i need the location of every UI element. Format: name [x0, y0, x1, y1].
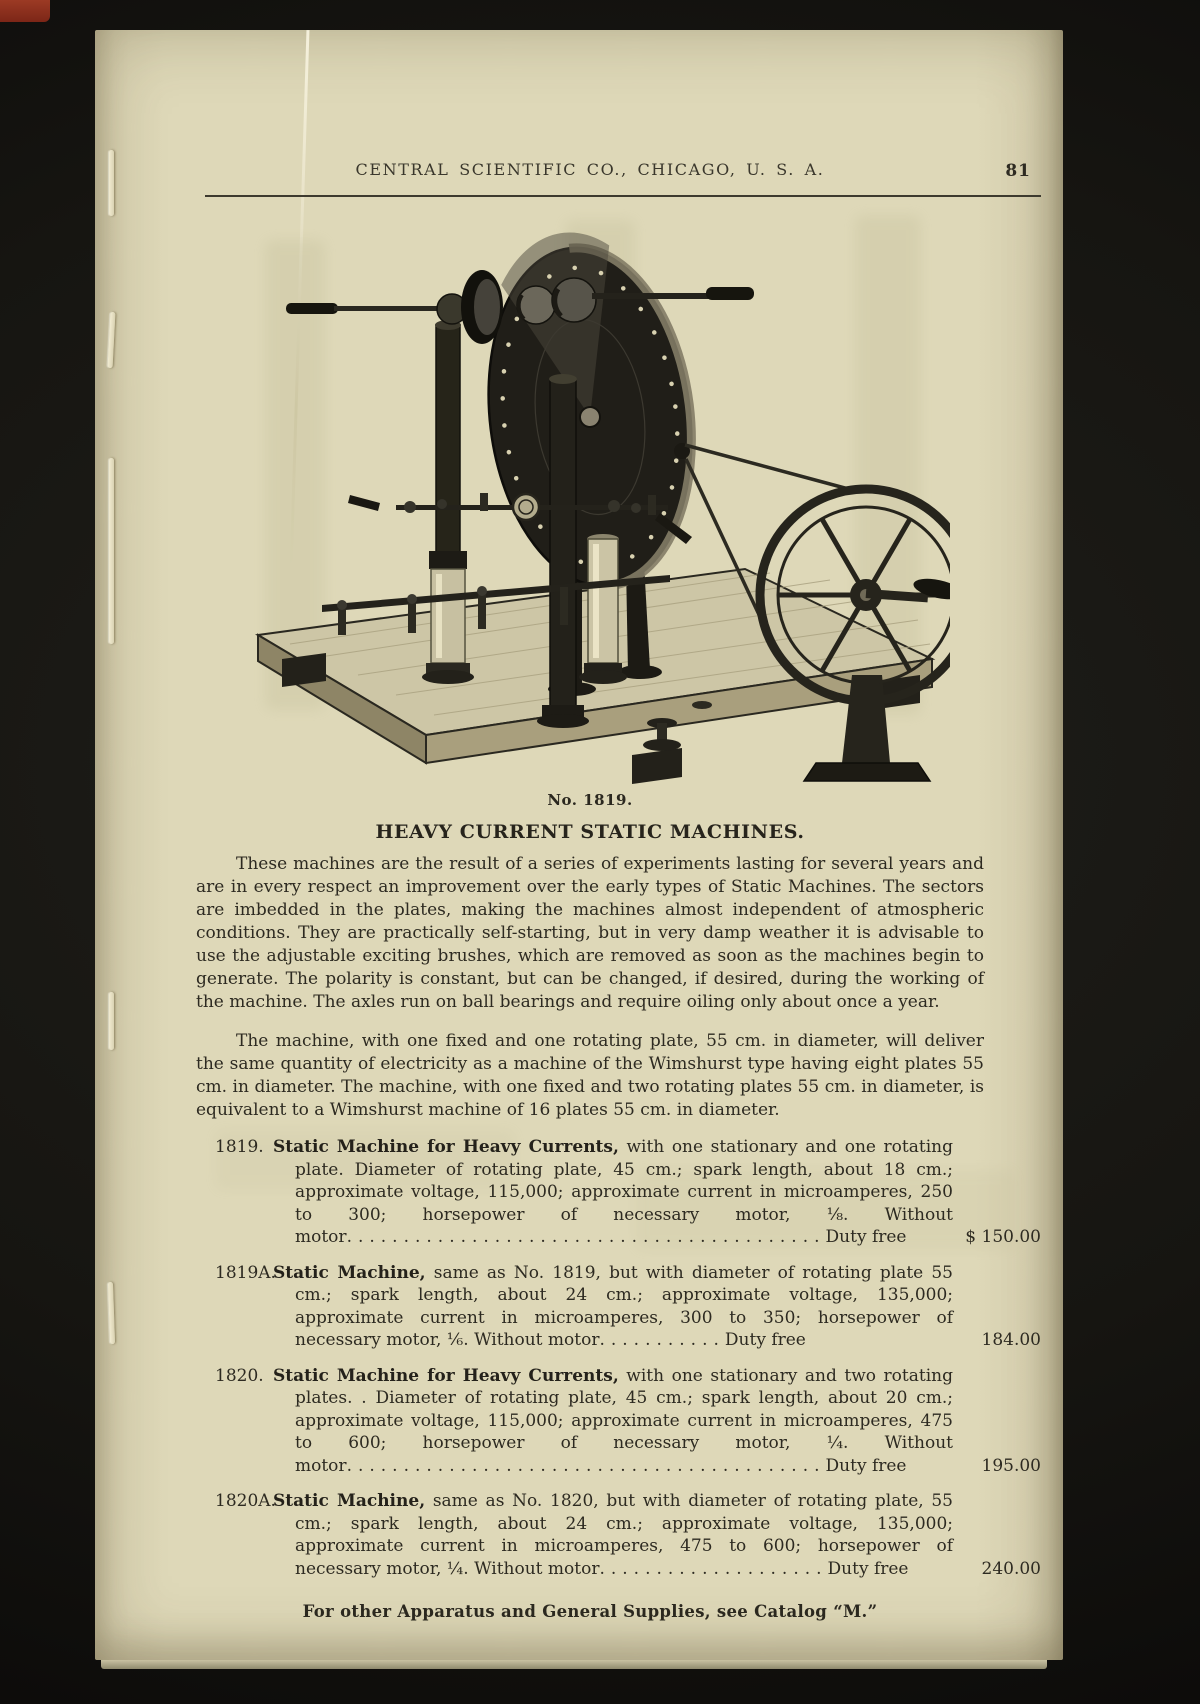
footer-note: For other Apparatus and General Supplies, see Catalog “M.”: [302, 1602, 878, 1621]
paragraph-2-text: The machine, with one fixed and one rotating plate, 55 cm. in diameter, will deliver the same quantity of electricity as a machine of the Wimshurst type having eight plates 55 cm. in diameter. The machine, with one fixed and two rotating plates 55 cm. in diameter, is equivalent to a Wimshurst machine of 16 plates 55 cm. in diameter.: [196, 1031, 984, 1120]
catalog-item-1820: [215, 1365, 1041, 1478]
paragraph-2: [196, 1030, 984, 1122]
figure: [196, 207, 984, 809]
page-stack-edge: [101, 1660, 1047, 1669]
item-number: 1820A.: [215, 1491, 276, 1511]
dot-leader: ...........: [599, 1330, 725, 1350]
page-number: 81: [1005, 161, 1031, 181]
left-discharge-electrode: [286, 270, 503, 344]
static-machine-illustration: [230, 207, 950, 787]
catalog-item-1819: [215, 1136, 1041, 1249]
section-heading: HEAVY CURRENT STATIC MACHINES.: [375, 821, 805, 843]
company-title: CENTRAL SCIENTIFIC CO., CHICAGO, U. S. A.: [355, 160, 825, 179]
duty-label: Duty free: [825, 1227, 907, 1247]
duty-label: Duty free: [827, 1558, 909, 1579]
item-title: Static Machine,: [273, 1491, 426, 1511]
catalog-item-1819A: [215, 1262, 1041, 1352]
catalog-page: [95, 30, 1063, 1660]
item-number: 1819.: [215, 1137, 264, 1157]
dot-leader: ..........................................: [346, 1455, 826, 1476]
dot-leader: ..........................................: [346, 1227, 826, 1247]
item-price: 184.00: [981, 1330, 1041, 1350]
catalog-item-1820A: [215, 1490, 1041, 1580]
duty-label: Duty free: [825, 1455, 907, 1476]
item-number: 1820.: [215, 1365, 264, 1386]
red-tape-corner: [0, 0, 50, 22]
dot-leader: ....................: [599, 1558, 828, 1579]
figure-caption: No. 1819.: [547, 791, 633, 809]
header-rule: [205, 195, 1041, 197]
item-desc-text: with one stationary and two rotating plates. . Diameter of rotating plate, 45 cm.; spark length, about 20 cm.; approximate voltage, 115,000; approximate current in microamperes, 475 to 600; horsepower of necessary motor, ¼. Without motor: [295, 1365, 953, 1476]
page-content: [95, 30, 1063, 1660]
page-header: [196, 160, 1031, 182]
duty-label: Duty free: [724, 1330, 806, 1350]
item-desc-text: with one stationary and one rotating plate. Diameter of rotating plate, 45 cm.; spark length, about 18 cm.; approximate voltage, 115,000; approximate current in microamperes, 250 to 300; horsepower of necessary motor, ⅛. Without motor: [295, 1137, 953, 1247]
item-description: [273, 1365, 953, 1478]
item-desc-text: same as No. 1820, but with diameter of rotating plate, 55 cm.; spark length, about 24 cm.; approximate voltage, 135,000; approximate current in microamperes, 475 to 600; horsepower of necessary motor, ¼. Without motor: [295, 1491, 953, 1579]
item-title: Static Machine,: [273, 1262, 426, 1283]
item-price: 240.00: [981, 1558, 1041, 1579]
item-price: $ 150.00: [965, 1227, 1041, 1247]
paragraph-1-text: These machines are the result of a series of experiments lasting for several years and are in every respect an improvement over the early types of Static Machines. The sectors are imbedded in the plates, making the machines almost independent of atmospheric conditions. They are practically self-starting, but in very damp weather it is advisable to use the adjustable exciting brushes, which are removed as soon as the machines begin to generate. The polarity is constant, but can be changed, if desired, during the working of the machine. The axles run on ball bearings and require oiling only about once a year.: [196, 854, 984, 1012]
item-title: Static Machine for Heavy Currents,: [273, 1137, 619, 1157]
item-number: 1819A.: [215, 1262, 276, 1283]
item-description: [273, 1490, 953, 1580]
item-description: [273, 1136, 953, 1249]
item-price: 195.00: [981, 1455, 1041, 1476]
item-title: Static Machine for Heavy Currents,: [273, 1365, 619, 1386]
paragraph-1: [196, 853, 984, 1014]
item-description: [273, 1262, 953, 1352]
item-desc-text: same as No. 1819, but with diameter of rotating plate 55 cm.; spark length, about 24 cm.; approximate voltage, 135,000; approximate current in microamperes, 300 to 350; horsepower of necessary motor, ⅙. Without motor: [295, 1262, 953, 1350]
catalog-items: [215, 1136, 1041, 1580]
